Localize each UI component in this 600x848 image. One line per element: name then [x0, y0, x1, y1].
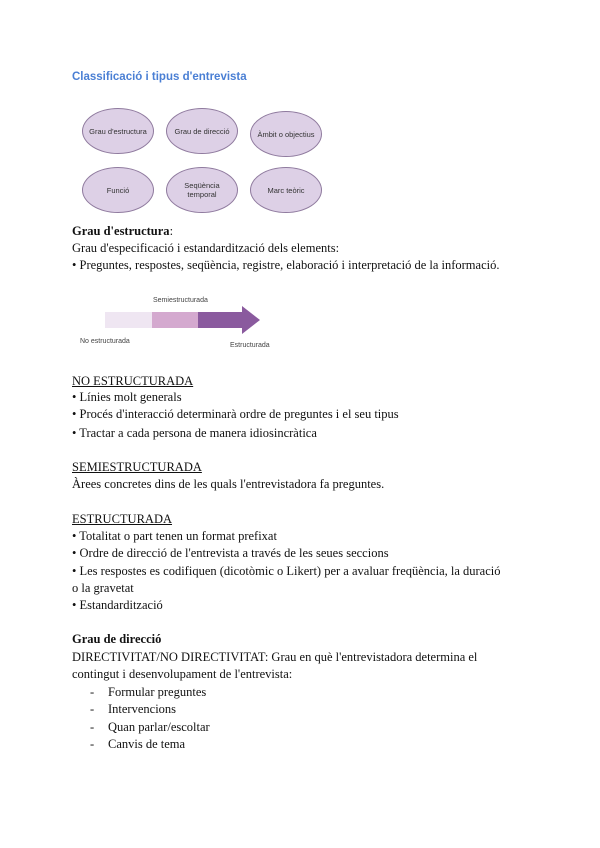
list-dash: -	[90, 702, 95, 716]
list-dash: -	[90, 720, 95, 734]
direccio-item: Intervencions	[108, 702, 177, 716]
no-estructurada-bullet: • Tractar a cada persona de manera idiosincràtica	[72, 426, 317, 440]
direccio-item: Quan parlar/escoltar	[108, 720, 210, 734]
estructurada-bullet: • Les respostes es codifiquen (dicotòmic o Likert) per a avaluar freqüència, la duració	[72, 564, 501, 578]
direccio-definition-line1: DIRECTIVITAT/NO DIRECTIVITAT: Grau en què l'entrevistadora determina el	[72, 650, 478, 664]
diagram-item-sequencia-temporal: Seqüència temporal	[166, 167, 238, 213]
arrow-segment-semistructured	[152, 312, 198, 328]
estructura-definition: Grau d'especificació i estandardització dels elements:	[72, 241, 340, 255]
arrow-label-structured: Estructurada	[230, 342, 270, 349]
no-estructurada-bullet: • Procés d'interacció determinarà ordre de preguntes i el seu tipus	[72, 407, 399, 421]
semiestructurada-heading: SEMIESTRUCTURADA	[72, 460, 202, 474]
direccio-heading: Grau de direcció	[72, 632, 162, 646]
no-estructurada-bullet: • Línies molt generals	[72, 390, 182, 404]
estructurada-heading: ESTRUCTURADA	[72, 512, 173, 526]
list-item	[90, 702, 176, 717]
classification-diagram	[80, 105, 330, 217]
diagram-item-ambit-objectius: Àmbit o objectius	[250, 111, 322, 157]
estructurada-bullet: • Ordre de direcció de l'entrevista a través de les seues seccions	[72, 546, 389, 560]
estructurada-bullet: • Totalitat o part tenen un format prefixat	[72, 529, 277, 543]
arrow-segment-structured	[198, 306, 260, 334]
semiestructurada-text: Àrees concretes dins de les quals l'entrevistadora fa preguntes.	[72, 477, 385, 491]
diagram-item-marc-teoric: Marc teòric	[250, 167, 322, 213]
structure-arrow-diagram	[80, 293, 280, 353]
direccio-item: Formular preguntes	[108, 685, 207, 699]
arrow-segment-no-structured	[105, 312, 152, 328]
estructura-heading-line	[72, 224, 173, 239]
direccio-item: Canvis de tema	[108, 737, 186, 751]
diagram-item-funcio: Funció	[82, 167, 154, 213]
no-estructurada-heading: NO ESTRUCTURADA	[72, 374, 194, 388]
list-dash: -	[90, 685, 95, 699]
arrow-label-semistructured: Semiestructurada	[153, 297, 208, 304]
page-title: Classificació i tipus d'entrevista	[72, 71, 247, 83]
list-dash: -	[90, 737, 95, 751]
list-item	[90, 685, 206, 700]
diagram-item-grau-estructura: Grau d'estructura	[82, 108, 154, 154]
arrow-label-no-structured: No estructurada	[80, 338, 130, 345]
diagram-item-grau-direccio: Grau de direcció	[166, 108, 238, 154]
estructura-colon: :	[169, 224, 174, 238]
list-item	[90, 737, 185, 752]
estructura-elements: • Preguntes, respostes, seqüència, registre, elaboració i interpretació de la informació.	[72, 258, 500, 272]
direccio-definition-line2: contingut i desenvolupament de l'entrevista:	[72, 667, 293, 681]
estructurada-bullet: • Estandardització	[72, 598, 163, 612]
estructura-heading: Grau d'estructura	[72, 224, 170, 238]
list-item	[90, 720, 210, 735]
estructurada-bullet-continuation: o la gravetat	[72, 581, 134, 595]
